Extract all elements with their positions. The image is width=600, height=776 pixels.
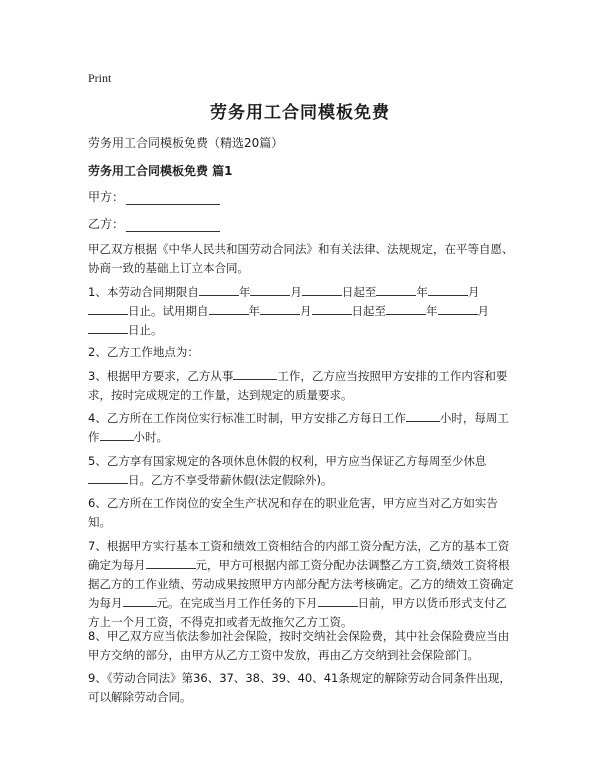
clause-1-text: 月 xyxy=(477,304,489,318)
document-title: 劳务用工合同模板免费 xyxy=(210,103,390,123)
clause-1-text: 年 xyxy=(416,285,428,299)
section-heading: 劳务用工合同模板免费 篇1 xyxy=(88,164,233,178)
party-a-label: 甲方： xyxy=(88,190,125,204)
clause-1-text: 日起至 xyxy=(341,285,377,299)
clause-3-text: 3、根据甲方要求，乙方从事 xyxy=(88,369,234,383)
clause-7-text: 元，甲方可根据内部工资分配办法调整乙方工资,绩效工资将根据乙方的工作业绩、劳动成果按照甲方内部分配方法考核确定。乙方的绩效工资确定为每月 xyxy=(88,558,514,610)
clause-1-text: 月 xyxy=(300,304,312,318)
clause-4-text: 4、乙方所在工作岗位实行标准工时制，甲方安排乙方每日工作 xyxy=(88,411,406,425)
blank xyxy=(123,594,157,607)
blank xyxy=(146,556,196,569)
clause-7-text: 元。在完成当月工作任务的下月 xyxy=(156,596,318,610)
blank xyxy=(438,302,478,315)
clause-7-text: 7、根据甲方实行基本工资和绩效工资相结合的内部工资分配方法，乙方的基本工资确定为每月 xyxy=(88,539,510,572)
clause-1-text: 月 xyxy=(467,285,480,299)
intro-paragraph: 甲乙双方根据《中华人民共和国劳动合同法》和有关法律、法规规定，在平等自愿、协商一致的基础上订立本合同。 xyxy=(88,242,514,275)
blank xyxy=(260,302,300,315)
party-a-blank xyxy=(126,192,220,205)
clause-4-text: 小时。 xyxy=(133,430,168,444)
clause-9: 9、《劳动合同法》第36、37、38、39、40、41条规定的解除劳动合同条件出现，可以解除劳动合同。 xyxy=(88,671,511,704)
blank xyxy=(233,367,277,380)
blank xyxy=(406,409,440,422)
clause-5 xyxy=(88,452,518,490)
clause-1-text: 日起至 xyxy=(351,304,386,318)
blank xyxy=(376,283,416,296)
clause-1-text: 年 xyxy=(248,304,260,318)
document-subtitle: 劳务用工合同模板免费（精选20篇） xyxy=(88,136,284,150)
party-a-field xyxy=(88,188,220,205)
blank xyxy=(428,283,468,296)
blank xyxy=(88,321,128,334)
blank xyxy=(209,302,249,315)
party-b-field xyxy=(88,215,220,232)
clause-8: 8、甲乙双方应当依法参加社会保险，按时交纳社会保险费，其中社会保险费应当由甲方交纳的部分，由甲方从乙方工资中发放，再由乙方交纳到社会保险部门。 xyxy=(88,629,510,662)
clause-7 xyxy=(88,537,518,632)
blank xyxy=(318,594,358,607)
clause-3-text: 工作，乙方应当按照甲方安排的工作内容和要求，按时完成规定的工作量，达到规定的质量要求。 xyxy=(88,369,508,402)
clause-1-text: 月 xyxy=(290,285,302,299)
blank xyxy=(312,302,352,315)
clause-2: 2、乙方工作地点为： xyxy=(88,345,199,359)
party-b-blank xyxy=(126,219,220,232)
clause-5-text: 日。乙方不享受带薪休假(法定假除外)。 xyxy=(128,473,333,487)
clause-5-text: 5、乙方享有国家规定的各项休息休假的权利，甲方应当保证乙方每周至少休息 xyxy=(88,454,487,468)
blank xyxy=(88,471,128,484)
clause-1-text: 日止。 xyxy=(128,323,163,337)
blank xyxy=(302,283,342,296)
clause-4 xyxy=(88,409,518,447)
blank xyxy=(100,428,134,441)
clause-4-text: 小时，每周工作 xyxy=(88,411,509,444)
clause-1-text: 年 xyxy=(238,285,251,299)
blank xyxy=(250,283,290,296)
party-b-label: 乙方： xyxy=(88,217,125,231)
clause-1-text: 年 xyxy=(426,304,438,318)
blank xyxy=(386,302,426,315)
blank xyxy=(199,283,239,296)
clause-1-text: 日止。试用期自 xyxy=(128,304,209,318)
clause-7-text: 日前，甲方以货币形式支付乙方上一个月工资，不得克扣或者无故拖欠乙方工资。 xyxy=(88,596,507,629)
clause-1-text: 1、本劳动合同期限自 xyxy=(88,285,199,299)
print-label: Print xyxy=(88,71,112,85)
clause-1 xyxy=(88,283,518,340)
clause-3 xyxy=(88,367,518,405)
blank xyxy=(88,302,128,315)
clause-6: 6、乙方所在工作岗位的安全生产状况和存在的职业危害，甲方应当对乙方如实告知。 xyxy=(88,496,498,529)
